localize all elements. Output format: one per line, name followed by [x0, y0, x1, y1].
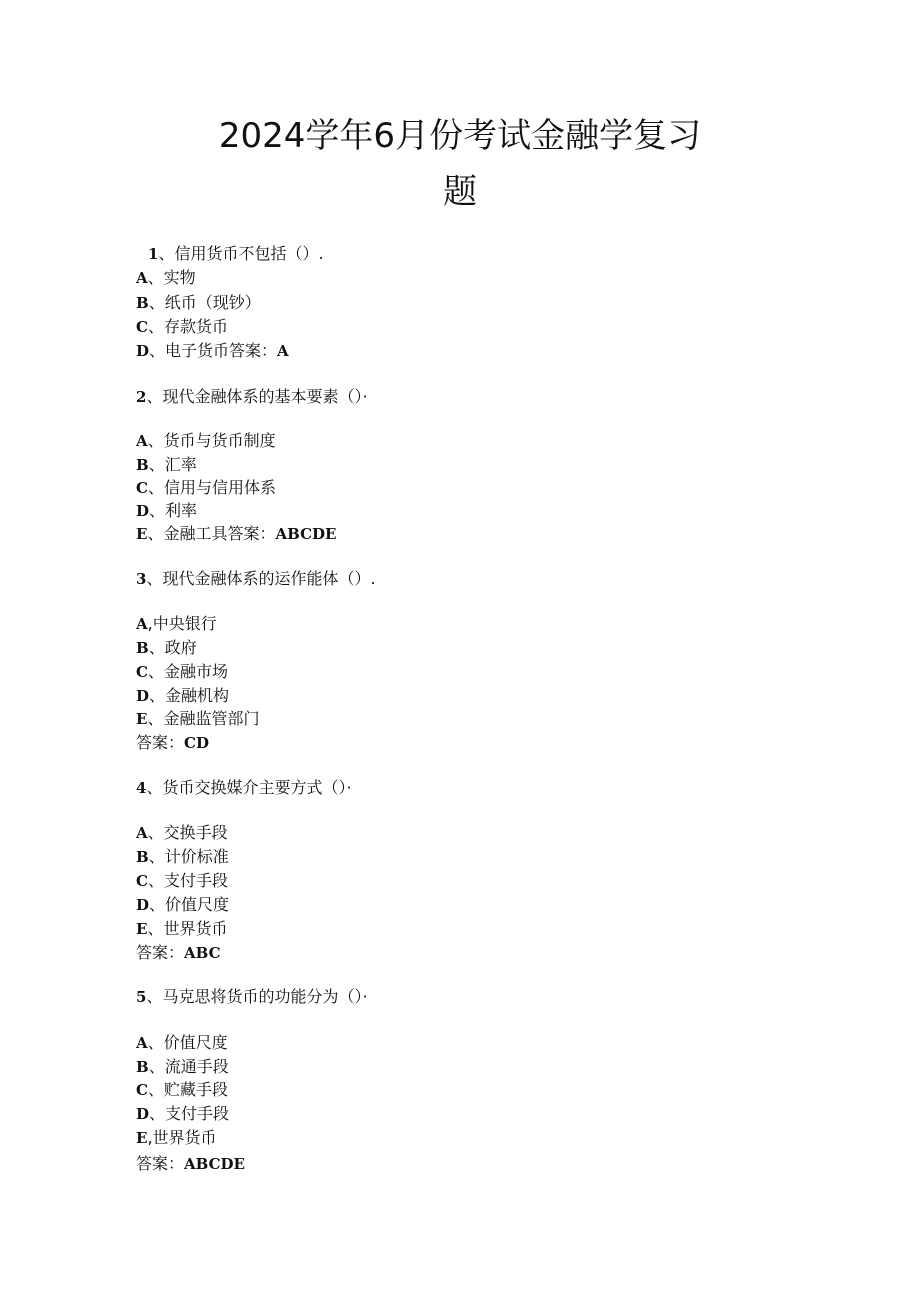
question-3-option-b: B、政府 — [136, 638, 197, 657]
question-3-option-c: C、金融市场 — [136, 662, 228, 681]
question-4-option-b: B、计价标准 — [136, 847, 229, 866]
question-3-option-e: E、金融监管部门 — [136, 709, 260, 728]
document-title-line-1: 2024学年6月份考试金融学复习 — [218, 116, 702, 156]
question-4-option-d: D、价值尺度 — [136, 895, 230, 914]
question-3-option-a: A,中央银行 — [136, 614, 217, 633]
question-2-stem: 2、现代金融体系的基本要素（）· — [136, 387, 368, 406]
question-1-option-b: B、纸币（现钞） — [136, 293, 261, 312]
question-3-option-d: D、金融机构 — [136, 686, 230, 705]
question-1-option-d: D、电子货币答案：A — [136, 341, 289, 360]
question-2-option-b: B、汇率 — [136, 455, 197, 474]
question-3-answer: 答案：CD — [136, 733, 209, 752]
question-4-stem: 4、货币交换媒介主要方式（）· — [136, 778, 352, 797]
document-title-line-2: 题 — [443, 172, 477, 212]
question-5-option-c: C、贮藏手段 — [136, 1080, 228, 1099]
question-4-answer: 答案：ABC — [136, 943, 221, 962]
question-4-option-a: A、交换手段 — [136, 823, 228, 842]
question-4-option-e: E、世界货币 — [136, 919, 228, 938]
question-3-stem: 3、现代金融体系的运作能体（）. — [136, 569, 376, 588]
question-5-option-b: B、流通手段 — [136, 1057, 229, 1076]
question-4-option-c: C、支付手段 — [136, 871, 228, 890]
question-2-option-c: C、信用与信用体系 — [136, 478, 276, 497]
question-5-answer: 答案：ABCDE — [136, 1154, 245, 1173]
question-2-option-d: D、利率 — [136, 501, 198, 520]
question-5-option-a: A、价值尺度 — [136, 1033, 228, 1052]
question-1-stem: 1、信用货币不包括（）. — [148, 244, 324, 263]
question-5-option-d: D、支付手段 — [136, 1104, 230, 1123]
question-2-option-a: A、货币与货币制度 — [136, 431, 276, 450]
question-2-answer: ABCDE — [275, 525, 337, 543]
question-1-option-c: C、存款货币 — [136, 317, 228, 336]
question-1-option-a: A、实物 — [136, 268, 196, 287]
question-2-option-e: E、金融工具答案：ABCDE — [136, 524, 337, 543]
question-5-option-e: E,世界货币 — [136, 1128, 217, 1147]
question-5-stem: 5、马克思将货币的功能分为（）· — [136, 987, 368, 1006]
question-1-answer: A — [277, 342, 289, 360]
